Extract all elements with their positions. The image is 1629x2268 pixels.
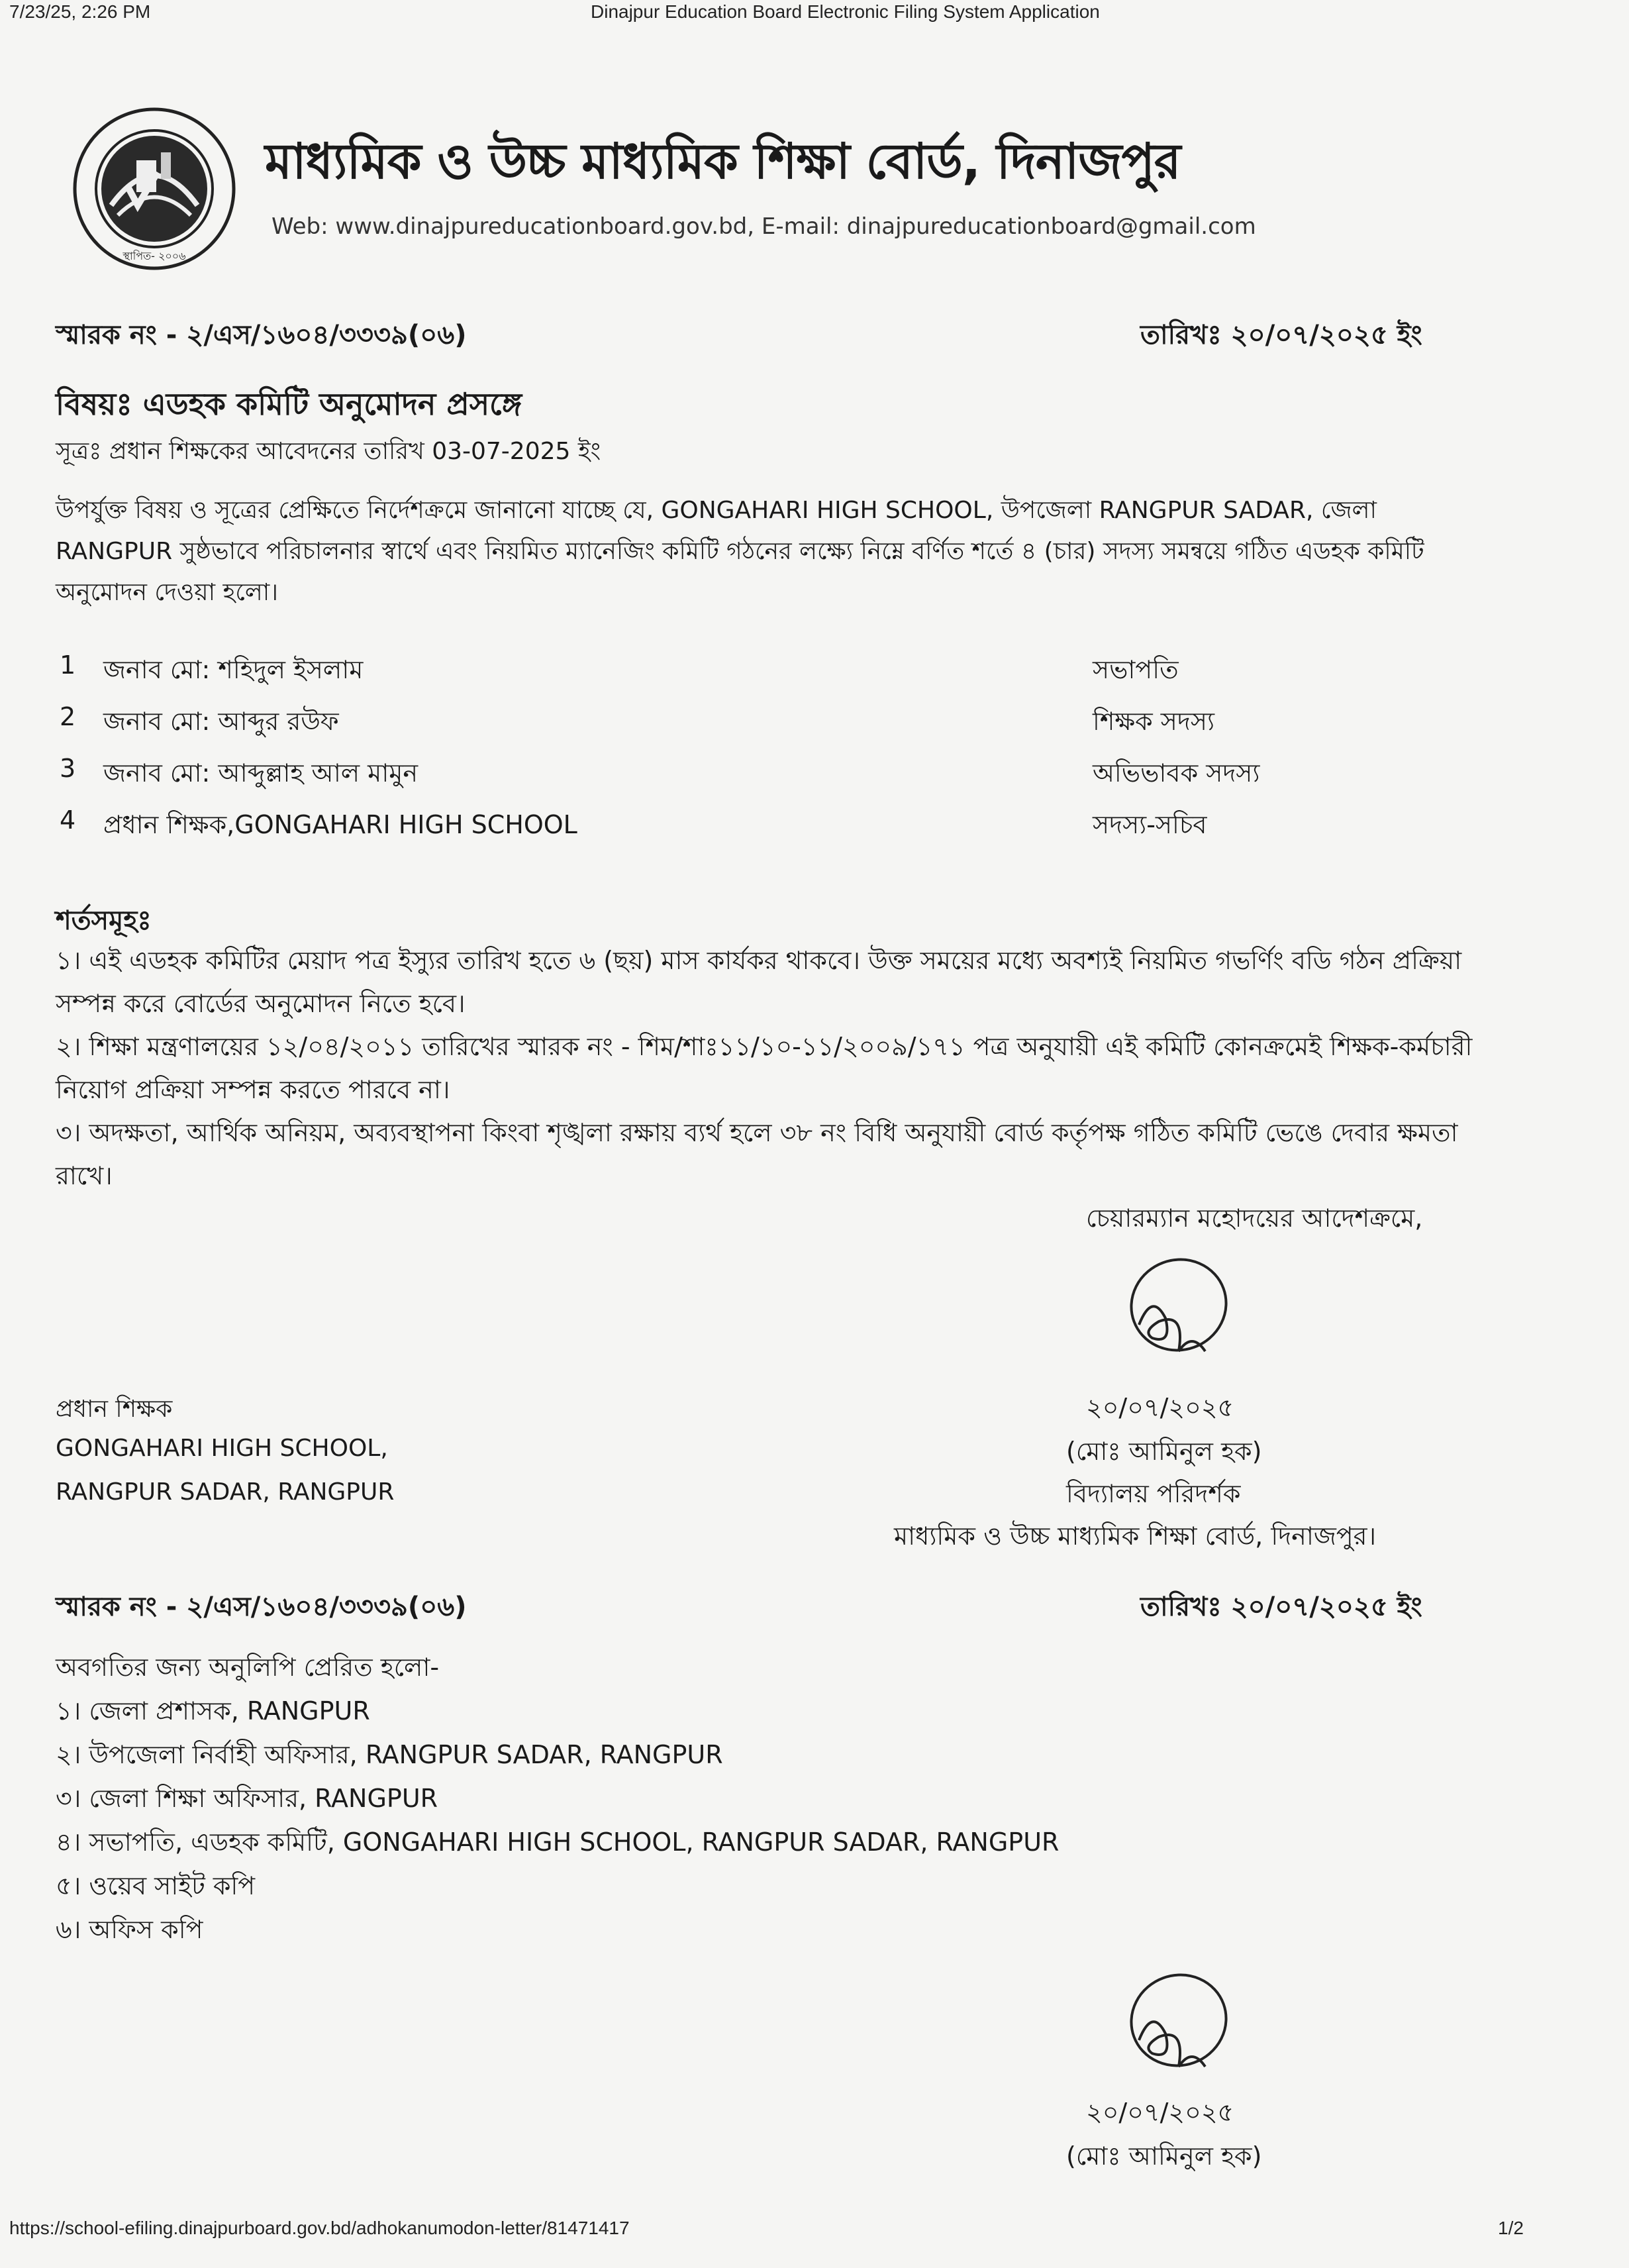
copy-item: ১। জেলা প্রশাসক, RANGPUR	[56, 1696, 370, 1726]
addressee-location: RANGPUR SADAR, RANGPUR	[56, 1478, 395, 1506]
copy-signatory-name: (মোঃ আমিনুল হক)	[1066, 2141, 1262, 2171]
member-number: 3	[60, 754, 76, 783]
signatory-designation: বিদ্যালয় পরিদর্শক	[1066, 1479, 1241, 1508]
signatory-date: ২০/০৭/২০২৫	[1086, 1393, 1234, 1422]
board-seal-logo	[72, 106, 237, 272]
subject: বিষয়ঃ এডহক কমিটি অনুমোদন প্রসঙ্গে	[56, 386, 522, 422]
member-row	[60, 650, 1384, 697]
member-name: প্রধান শিক্ষক,GONGAHARI HIGH SCHOOL	[103, 810, 577, 839]
member-row	[60, 702, 1384, 748]
member-row	[60, 805, 1384, 852]
copy-memo-ref: স্মারক নং - ২/এস/১৬০৪/৩৩৩৯(০৬)	[56, 1592, 467, 1622]
copy-memo-date: তারিখঃ ২০/০৭/২০২৫ ইং	[1140, 1592, 1422, 1622]
copy-item: ৫। ওয়েব সাইট কপি	[56, 1871, 256, 1900]
print-page-number: 1/2	[1498, 2218, 1524, 2238]
copy-item: ২। উপজেলা নির্বাহী অফিসার, RANGPUR SADAR, RANGPUR	[56, 1740, 723, 1769]
signature	[1112, 1967, 1238, 2102]
source-reference: সূত্রঃ প্রধান শিক্ষকের আবেদনের তারিখ 03-07-2025 ইং	[56, 438, 601, 465]
member-role: সদস্য-সচিব	[1093, 810, 1207, 839]
print-page-title: Dinajpur Education Board Electronic Filing System Application	[591, 1, 1100, 22]
copy-item: ৪। সভাপতি, এডহক কমিটি, GONGAHARI HIGH SCHOOL, RANGPUR SADAR, RANGPUR	[56, 1828, 1060, 1857]
signatory-name: (মোঃ আমিনুল হক)	[1066, 1437, 1262, 1466]
member-role: সভাপতি	[1093, 655, 1179, 684]
copy-intro: অবগতির জন্য অনুলিপি প্রেরিত হলো-	[56, 1653, 440, 1682]
copy-item: ৬। অফিস কপি	[56, 1915, 203, 1944]
member-role: অভিভাবক সদস্য	[1093, 758, 1260, 788]
member-number: 2	[60, 702, 76, 731]
member-number: 1	[60, 650, 76, 680]
memo-date: তারিখঃ ২০/০৭/২০২৫ ইং	[1140, 320, 1422, 350]
signatory-office: মাধ্যমিক ও উচ্চ মাধ্যমিক শিক্ষা বোর্ড, দিনাজপুর।	[894, 1521, 1377, 1551]
body-paragraph: উপর্যুক্ত বিষয় ও সূত্রের প্রেক্ষিতে নির্দেশক্রমে জানানো যাচ্ছে যে, GONGAHARI HIGH SCHOOL, উপজেলা RANGPUR SADAR, জেলা RANGPUR সুষ্ঠভাবে পরিচালনার স্বার্থে এবং নিয়মিত ম্যানেজিং কমিটি গঠনের লক্ষ্যে নিম্নে বর্ণিত শর্তে ৪ (চার) সদস্য সমন্বয়ে গঠিত এডহক কমিটি অনুমোদন দেওয়া হলো।	[56, 497, 1424, 606]
condition-item: ১। এই এডহক কমিটির মেয়াদ পত্র ইস্যুর তারিখ হতে ৬ (ছয়) মাস কার্যকর থাকবে। উক্ত সময়ের মধ্যে অবশ্যই নিয়মিত গভর্ণিং বডি গঠন প্রক্রিয়া সম্পন্ন করে বোর্ডের অনুমোদন নিতে হবে।	[56, 946, 1462, 1018]
member-number: 4	[60, 805, 76, 835]
copy-item: ৩। জেলা শিক্ষা অফিসার, RANGPUR	[56, 1784, 438, 1813]
svg-text:স্থাপিত- ২০০৬: স্থাপিত- ২০০৬	[123, 250, 186, 262]
board-contact: Web: www.dinajpureducationboard.gov.bd, E-mail: dinajpureducationboard@gmail.com	[272, 213, 1256, 240]
print-timestamp: 7/23/25, 2:26 PM	[9, 1, 151, 22]
addressee-school: GONGAHARI HIGH SCHOOL,	[56, 1435, 388, 1462]
copy-signatory-date: ২০/০৭/২০২৫	[1086, 2098, 1234, 2127]
member-row	[60, 754, 1384, 800]
signature	[1112, 1252, 1238, 1387]
condition-item: ৩। অদক্ষতা, আর্থিক অনিয়ম, অব্যবস্থাপনা কিংবা শৃঙ্খলা রক্ষায় ব্যর্থ হলে ৩৮ নং বিধি অনুযায়ী বোর্ড কর্তৃপক্ষ গঠিত কমিটি ভেঙে দেবার ক্ষমতা রাখে।	[56, 1118, 1458, 1190]
print-url-link[interactable]: https://school-efiling.dinajpurboard.gov.bd/adhokanumodon-letter/81471417	[9, 2218, 630, 2238]
order-line: চেয়ারম্যান মহোদয়ের আদেশক্রমে,	[1086, 1204, 1423, 1233]
conditions-heading: শর্তসমূহঃ	[56, 905, 152, 936]
member-role: শিক্ষক সদস্য	[1093, 707, 1214, 736]
member-name: জনাব মো: আব্দুল্লাহ আল মামুন	[103, 758, 419, 788]
member-name: জনাব মো: আব্দুর রউফ	[103, 707, 339, 736]
board-title: মাধ্যমিক ও উচ্চ মাধ্যমিক শিক্ষা বোর্ড, দিনাজপুর	[265, 133, 1181, 190]
addressee-title: প্রধান শিক্ষক	[56, 1396, 173, 1423]
condition-item: ২। শিক্ষা মন্ত্রণালয়ের ১২/০৪/২০১১ তারিখের স্মারক নং - শিম/শাঃ১১/১০-১১/২০০৯/১৭১ পত্র অনুযায়ী এই কমিটি কোনক্রমেই শিক্ষক-কর্মচারী নিয়োগ প্রক্রিয়া সম্পন্ন করতে পারবে না।	[56, 1032, 1473, 1104]
memo-ref: স্মারক নং - ২/এস/১৬০৪/৩৩৩৯(০৬)	[56, 320, 467, 350]
member-name: জনাব মো: শহিদুল ইসলাম	[103, 655, 364, 684]
